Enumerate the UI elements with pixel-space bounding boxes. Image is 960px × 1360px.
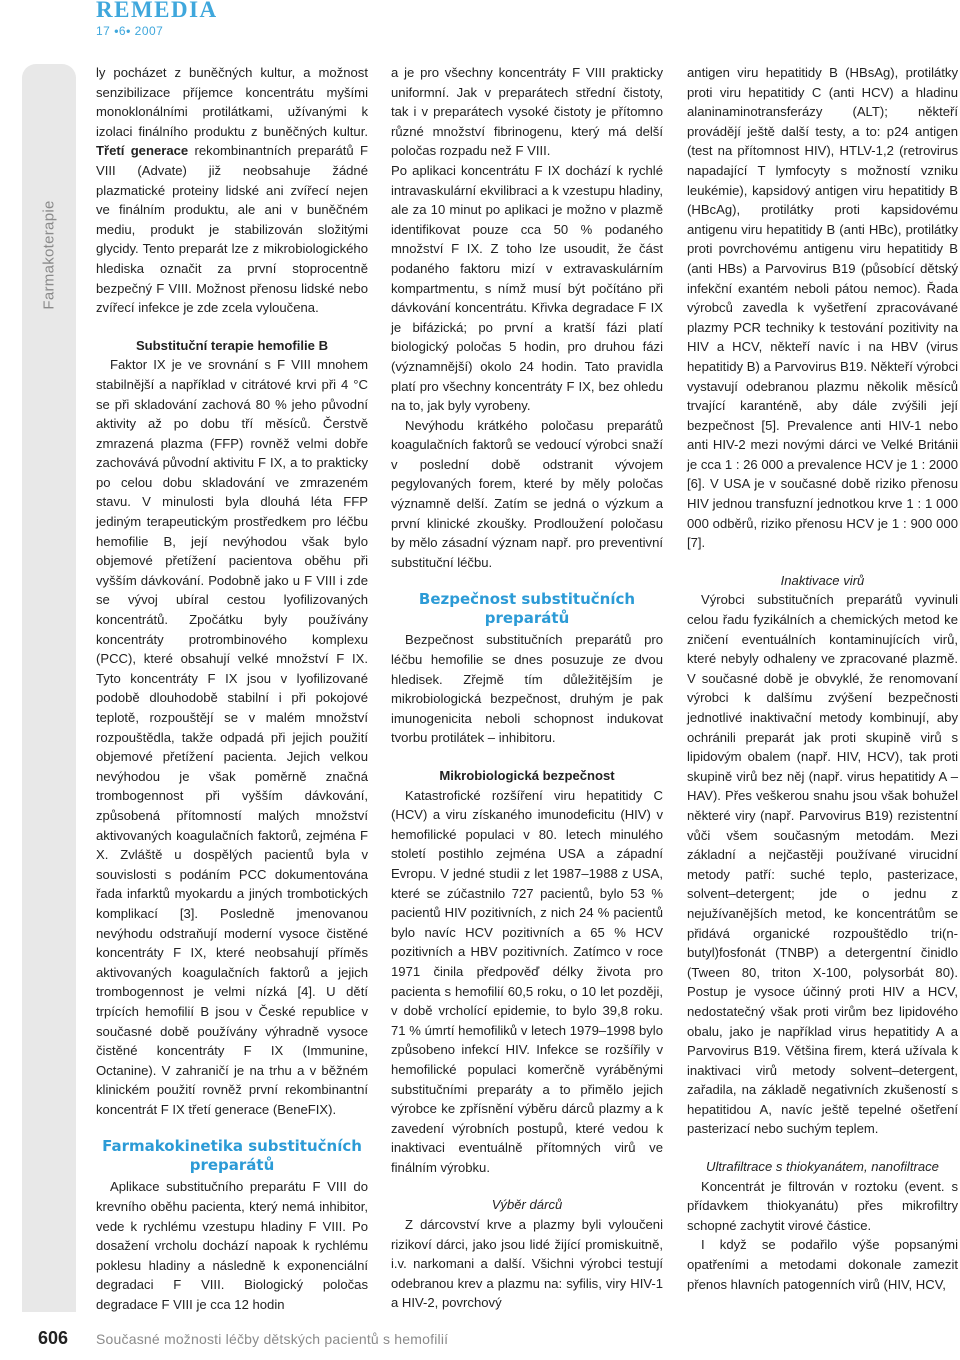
paragraph: Faktor IX je ve srovnání s F VIII mnohem stabilnější a například v citrátové krvi při 4 °C se při skladování zachová 80 % jeho původní aktivity až po dobu tří měsíců. Čerstvě zmrazená plazma (FFP) rovněž velmi dobře zachovává původní aktivitu F IX, a to prakticky po celou dobu skladování ve zmrazeném stavu. V minulosti byla dlouhá léta FFP jediným terapeutickým prostředkem pro léčbu hemofilie B, její nevýhodou však bylo objemové přetížení pacientova oběhu při vyšším dávkování. Podobně jako u F VIII i zde se vývoj ubíral cestou lyofilizovaných koncentrátů. Zpočátku byly používány koncentráty protrombinového komplexu (PCC), které obsahují velké množství F IX. Tyto koncentráty F IX jsou v lyofilizované podobě dlouhodobě stabilní i při pokojové teplotě, rozpouštějí se v malém množství rozpouštědla, takže odpadá při jejich použití objemové přetížení pacienta. Jejich velkou nevýhodou je však poměrně značná trombogennost při vyšším dávkování, způsobená přítomností malých množství aktivovaných koagulačních faktorů, zejména F X. Zvláště u dospělých pacientů byla v souvislosti s podáním PCC dokumentována řada infarktů myokardu a jiných trombotických komplikací [3]. Posledně jmenovanou nevýhodu odstraňují moderní vysoce čistěné koncentráty F IX, které neobsahují příměs aktivovaných koagulačních faktorů a jejich trombogennost je velmi nízká [4]. U dětí trpících hemofilií B jsou v České republice v současné době používány výhradně vysoce čistěné koncentráty F IX (Immunine, Octanine). V zahraničí je na trhu a v běžném klinickém použití rovněž první rekombinantní koncentrát F IX třetí generace (BeneFIX). <box>96 357 368 1117</box>
paragraph: Katastrofické rozšíření viru hepatitidy C (HCV) a viru získaného imunodeficitu (HIV) v hemofilické populaci v 80. letech minulého století postihlo zejména USA a západní Evropu. V jedné studii z let 1987–1988 z USA, které se zúčastnilo 727 pacientů, bylo 53 % pacientů HIV pozitivních, z nich 24 % pacientů bylo navíc HCV pozitivních a 65 % HCV pozitivních a HBV pozitivních. Zatímco v roce 1971 činila předpověď délky života pro pacienta s hemofilií 60,5 roku, o 10 let později, v době vrcholící epidemie, to bylo 39,8 roku. 71 % úmrtí hemofiliků v letech 1979–1998 bylo způsobeno infekcí HIV. Infekce se rozšířily v hemofilické populaci komerčně vyráběnými substitučními preparáty a to přimělo jejich výrobce ke zpřísnění výběru dárců plazmy a k zavedení výrobních postupů, které vedou k inaktivaci eventuálně přítomných virů ve finálním výrobku. <box>391 787 663 1175</box>
issue-info <box>96 24 218 38</box>
paragraph: Nevýhodu krátkého poločasu preparátů koagulačních faktorů se vedoucí výrobci snaží v poslední době odstranit vývojem pegylovaných forem, které by měly poločas významně delší. Zatím se jedná o výzkum a první klinické zkoušky. Prodloužení poločasu by mělo zásadní význam např. pro preventivní substituční léčbu. <box>391 417 663 570</box>
paragraph: Výrobci substitučních preparátů vyvinuli celou řadu fyzikálních a chemických metod ke zničení eventuálních kontaminujících virů, které nebyly odhaleny ve zpracované plazmě. V současné době je obvyklé, že renomovaní výrobci k dalšímu zvýšení bezpečnosti jednotlivé inaktivační metody kombinují, aby ochránili preparát jak proti skupině virů s lipidovým obalem (např. HIV, HCV), tak proti skupině virů bez něj (např. virus hepatitidy A – HAV). Přes veškerou snahu jsou však bohužel některé viry (např. Parvovirus B19) rezistentní vůči všem současným metodám. Mezi základní a nejčastěji používané virucidní metody patří: suché teplo, pasterizace, solvent–detergent; jde o jednu z nejužívanějších metod, ke koncentrátům se přidává organické rozpouštědlo tri(n-butyl)fosfonát (TNBP) a detergentní činidlo (Tween 80, triton X-100, polysorbát 80). Postup je vysoce účinný proti HIV a HCV, nedostatečný však proti virům bez lipidového obalu, jako je například virus hepatitidy A a Parvovirus B19. Většina firem, která užívala k inaktivaci virů metody solvent–detergent, zařadila, na základě negativních zkušeností s hepatitidou A, navíc ještě tepelné ošetření pasterizací nebo suchým teplem. <box>687 592 958 1137</box>
paragraph: Z dárcovství krve a plazmy byli vyloučeni rizikoví dárci, jako jsou lidé žijící promiskuitně, i.v. narkomani a další. Všichni výrobci testují odebranou krev a plazmu na: syfilis, viry HIV-1 a HIV-2, povrchový <box>391 1217 663 1311</box>
paragraph: Aplikace substitučního preparátu F VIII do krevního oběhu pacienta, který nemá inhibitor, vede k rychlému vzestupu hladiny F VIII. Po dosažení vrcholu dochází napoak k rychlému poklesu hladiny a následně k exponenciální degradaci F VIII. Biologický poločas degradace F VIII je cca 12 hodin <box>96 1179 368 1313</box>
subheading-mikrobiologicka-bezpecnost: Mikrobiologická bezpečnost <box>439 768 615 783</box>
paragraph: Po aplikaci koncentrátu F IX dochází k rychlé intravaskulární ekvilibraci a k vzestupu hladiny, ale za 10 minut po aplikaci je možno v plazmě identifikovat pouze cca 50 % podaného množství F IX. Z toho lze usoudit, že část podaného faktoru mizí v extravaskulárním kompartmentu, s nímž musí být počítáno při dávkování koncentrátu. Křivka degradace F IX je bifázická; po první a kratší fázi platí biologický poločas 5 hodin, pro druhou fázi (významnější) okolo 24 hodin. Tato pravidla platí pro všechny koncentráty F IX, bez ohledu na to, jak byly vyrobeny. <box>391 162 663 414</box>
section-label-text: Farmakoterapie <box>40 200 58 310</box>
paragraph-text: rekombinantních preparátů F VIII (Advate) již neobsahuje žádné plazmatické proteiny lidské ani zvířecí nejen ve finálním produktu, ale ani v buněčném mediu, produkt je stabilizován složitými glycidy. Tento preparát lze z mikrobiologického hlediska označit za první stoprocentně bezpečný F VIII. Možnost přenosu lidské nebo zvířecí infekce je zde zcela vyloučena. <box>96 143 368 316</box>
issue-separator-dot: • <box>114 24 119 38</box>
section-label <box>22 175 76 335</box>
subheading-ultrafiltrace: Ultrafiltrace s thiokyanátem, nanofiltrace <box>706 1159 939 1175</box>
paragraph: Koncentrát je filtrován v roztoku (event. s přídavkem thiokyanátu) přes mikrofiltry schopné zachytit virové částice. <box>687 1178 958 1233</box>
paragraph: Bezpečnost substitučních preparátů pro léčbu hemofilie se dnes posuzuje ze dvou hledisek. Zřejmě tím důležitějším je mikrobiologická bezpečnost, druhým je pak imunogenicita neboli schopnost indukovat tvorbu protilátek – inhibitoru. <box>391 632 663 746</box>
heading-bezpecnost: Bezpečnost substitučních preparátů <box>418 590 636 628</box>
paragraph <box>96 63 368 318</box>
issue-separator-dot: • <box>126 24 131 38</box>
masthead <box>96 0 218 38</box>
issue-day: 17 <box>96 24 111 38</box>
heading-farmakokinetika: Farmakokinetika substitučních preparátů <box>102 1137 362 1175</box>
issue-year: 2007 <box>134 24 164 38</box>
running-title: Současné možnosti léčby dětských pacientů s hemofilií <box>96 1331 449 1347</box>
journal-logo: REMEDIA <box>96 0 218 22</box>
subheading-inaktivace-viru: Inaktivace virů <box>780 572 865 588</box>
paragraph: antigen viru hepatitidy B (HBsAg), protilátky proti viru hepatitidy C (anti HCV) a hladinu alaninaminotransferázy (ALT); někteří provádějí ještě další testy, a to: p24 antigen (test na přítomnost HIV), HTLV-1,2 (retrovirus napadající T lymfocyty s možností vzniku leukémie), kapsidový antigen viru hepatitidy B (HBcAg), protilátky proti kapsidovému antigenu viru hepatitidy B (anti HBc), protilátky proti povrchovému antigenu viru hepatitidy B (anti HBs) a Parvovirus B19 (působící dětský infekční exantém neboli pátou nemoc). Řada výrobců zavedla k vyšetření zpracovávané plazmy PCR techniky k testování pozitivity na HIV a HCV, někteří navíc i na HBV (virus hepatitidy B) a Parvovirus B19. Někteří výrobci vystavují odebranou plazmu několik měsíců trvající karanténě, aby dále zvýšili její bezpečnost [5]. Prevalence anti HIV-1 nebo anti HIV-2 mezi novými dárci ve Velké Británii je cca 1 : 26 000 a prevalence HCV je 1 : 2000 [6]. V USA je v současné době riziko přenosu HIV jednou transfuzní jednotkou krve 1 : 1 000 000 odběrů, riziko přenosu HCV je 1 : 900 000 [7]. <box>687 65 958 551</box>
paragraph: a je pro všechny koncentráty F VIII prakticky uniformní. Jak v preparátech střední čistoty, tak i v preparátech vysoké čistoty je přítomno různé množství fibrinogenu, který má delší poločas rozpadu než F VIII. <box>391 65 663 159</box>
paragraph: I když se podařilo výše popsanými opatřeními a metodami dokonale zamezit přenos hlavních patogenních virů (HIV, HCV, <box>687 1237 958 1292</box>
text-column-2 <box>391 63 663 1313</box>
issue-number: 6 <box>118 24 127 38</box>
text-column-3 <box>687 63 958 1294</box>
paragraph-text: ly pocházet z buněčných kultur, a možnost senzibilizace příjemce koncentrátu myšími monoklonálními protilátkami, užívanými k izolaci finálního produktu z buněčných kultur. <box>96 65 368 139</box>
emphasis-text: Třetí generace <box>96 143 189 159</box>
page-number: 606 <box>38 1328 69 1348</box>
subheading-vyber-darcu: Výběr dárců <box>491 1197 563 1213</box>
page-footer <box>0 1320 960 1360</box>
text-column-1 <box>96 63 368 1315</box>
subheading-substitucni-terapie-b: Substituční terapie hemofilie B <box>135 337 329 353</box>
